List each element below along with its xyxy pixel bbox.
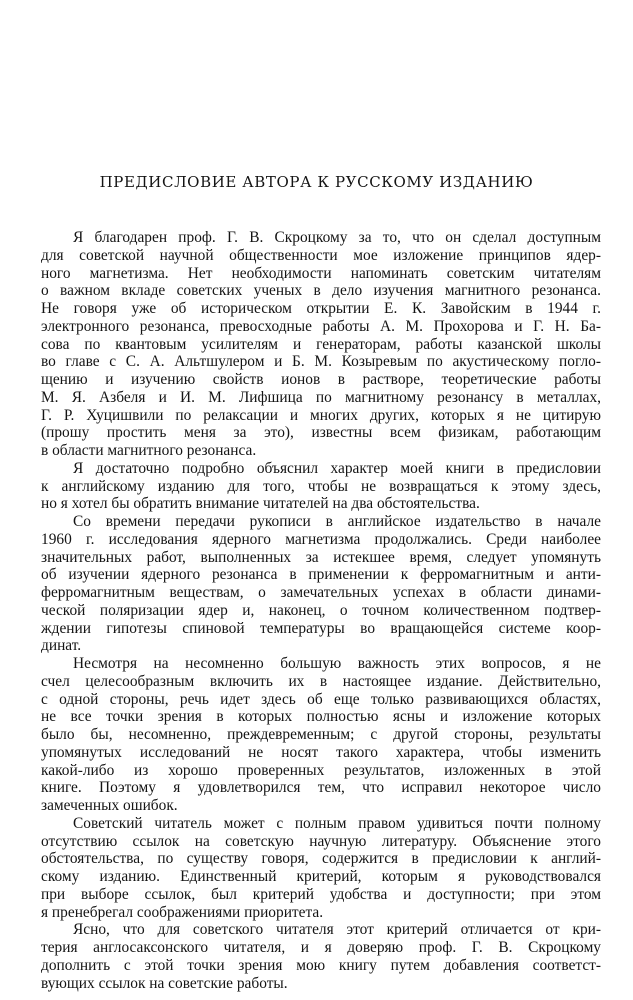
text-line: о важном вкладе советских ученых в дело изучения магнитного резонанса. <box>41 282 601 300</box>
paragraph <box>41 921 601 992</box>
text-line: замеченных ошибок. <box>41 797 178 814</box>
text-line: скому изданию. Единственный критерий, которым я руководствовался <box>41 868 601 885</box>
text-line: вующих ссылок на советские работы. <box>41 974 288 992</box>
text-line: ферромагнитным веществам, о замечательных успехах в области динами- <box>41 584 601 601</box>
text-line: отсутствию ссылок на советскую научную литературу. Объяснение этого <box>41 832 601 850</box>
paragraph <box>41 815 601 922</box>
text-line: к английскому изданию для того, чтобы не возвращаться к этому здесь, <box>41 477 601 495</box>
text-line: динат. <box>41 637 82 655</box>
text-line: об изучении ядерного резонанса в применении к ферромагнитным и анти- <box>41 566 601 584</box>
text-line: сова по квантовым усилителям и генераторам, работы казанской школы <box>41 335 601 353</box>
text-line: Со времени передачи рукописи в английское издательство в начале <box>73 513 601 530</box>
text-line: ного магнетизма. Нет необходимости напоминать советским читателям <box>41 264 601 282</box>
text-line: Ясно, что для советского читателя этот критерий отличается от кри- <box>73 921 601 939</box>
page-title: ПРЕДИСЛОВИЕ АВТОРА К РУССКОМУ ИЗДАНИЮ <box>99 173 534 191</box>
text-line: электронного резонанса, превосходные работы А. М. Прохорова и Г. Н. Ба- <box>41 317 601 335</box>
text-line: обстоятельства, по существу говоря, содержится в предисловии к англий- <box>41 850 601 868</box>
text-line: было бы, несомненно, преждевременным; с другой стороны, результаты <box>41 726 601 743</box>
text-line: (прошу простить меня за это), известны всем физикам, работающим <box>41 424 601 442</box>
text-line: Несмотря на несомненно большую важность этих вопросов, я не <box>73 655 601 672</box>
text-line: я пренебрегал соображениями приоритета. <box>41 903 324 921</box>
preface-body <box>41 229 601 992</box>
text-line: при выборе ссылок, был критерий удобства и доступности; при этом <box>41 885 601 903</box>
text-line: дополнить с этой точки зрения мою книгу путем добавления соответст- <box>41 956 601 974</box>
text-line: не все точки зрения в которых полностью ясны и изложение которых <box>41 708 601 726</box>
text-line: М. Я. Азбеля и И. М. Лифшица по магнитному резонансу в металлах, <box>41 388 601 406</box>
text-line: но я хотел бы обратить внимание читателей на два обстоятельства. <box>41 495 480 513</box>
text-line: упомянутых исследований не носят такого характера, чтобы изменить <box>41 743 601 761</box>
text-line: счел целесообразным включить их в настоящее издание. Действительно, <box>41 672 601 690</box>
paragraph <box>41 655 601 815</box>
text-line: для советской научной общественности мое изложение принципов ядер- <box>41 246 601 264</box>
text-line: 1960 г. исследования ядерного магнетизма продолжались. Среди наиболее <box>41 530 601 548</box>
text-line: в области магнитного резонанса. <box>41 442 257 459</box>
text-line: значительных работ, выполненных за истекшее время, следует упомянуть <box>41 548 601 566</box>
text-line: какой-либо из хорошо проверенных результатов, изложенных в этой <box>41 761 601 779</box>
text-line: ждении гипотезы спиновой температуры во вращающейся системе коор- <box>41 619 601 637</box>
paragraph <box>41 513 601 655</box>
text-line: Советский читатель может с полным правом удивиться почти полному <box>73 814 601 832</box>
text-line: ческой поляризации ядер и, наконец, о точном количественном подтвер- <box>41 601 601 619</box>
paragraph <box>41 460 601 513</box>
text-line: щению и изучению свойств ионов в растворе, теоретические работы <box>41 371 601 388</box>
text-line: Г. Р. Хуцишвили по релаксации и многих других, которых я не цитирую <box>41 406 601 424</box>
text-line: Я благодарен проф. Г. В. Скроцкому за то, что он сделал доступным <box>73 229 601 246</box>
text-line: книге. Поэтому я удовлетворился тем, что исправил некоторое число <box>41 779 601 797</box>
text-line: во главе с С. А. Альтшулером и Б. М. Козыревым по акустическому погло- <box>41 353 601 371</box>
paragraph <box>41 229 601 460</box>
text-line: Я достаточно подробно объяснил характер моей книги в предисловии <box>73 459 601 477</box>
text-line: Не говоря уже об историческом открытии Е. К. Завойским в 1944 г. <box>41 300 601 317</box>
text-line: с одной стороны, речь идет здесь об еще только развивающихся областях, <box>41 690 601 708</box>
text-line: терия англосаксонского читателя, и я доверяю проф. Г. В. Скроцкому <box>41 939 601 956</box>
